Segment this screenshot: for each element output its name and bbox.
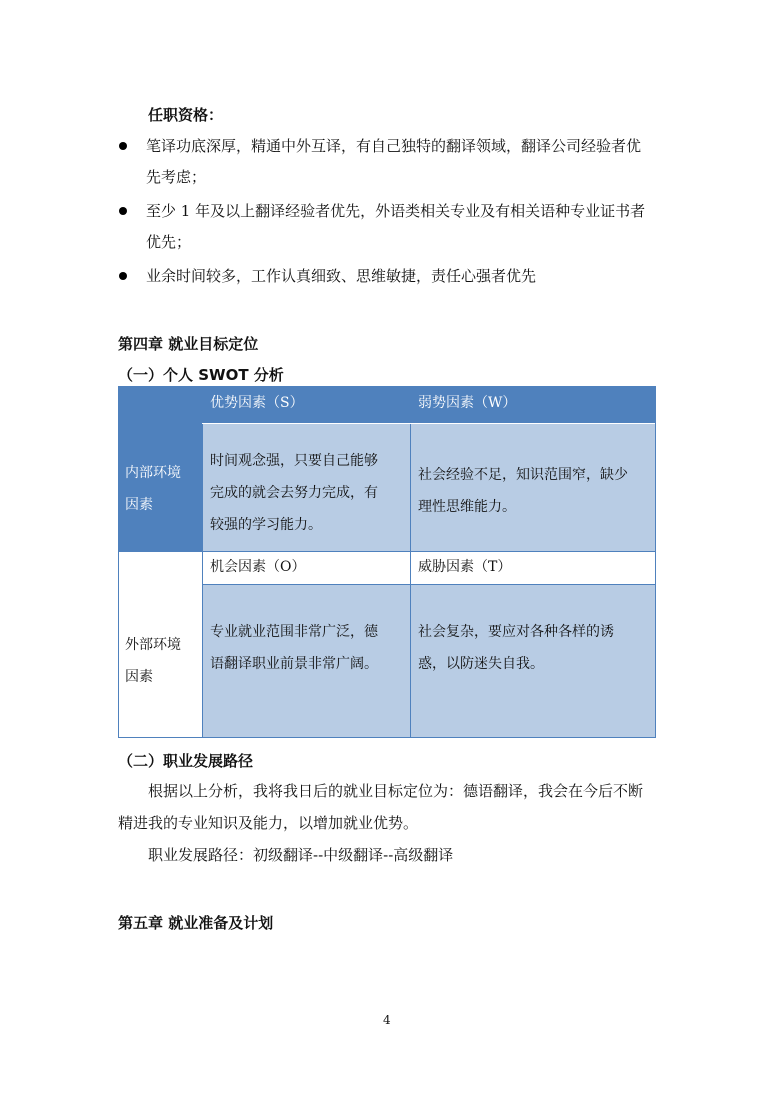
external-label-line2: 因素 — [125, 669, 153, 685]
swot-external-block — [119, 551, 202, 737]
weaknesses-line1: 社会经验不足，知识范围窄，缺少 — [418, 467, 628, 483]
swot-table — [118, 386, 656, 738]
section1-title: （一）个人 SWOT 分析 — [118, 366, 284, 384]
chapter4-title: 第四章 就业目标定位 — [118, 335, 259, 353]
table-divider — [410, 423, 411, 737]
opportunities-cell — [202, 584, 410, 737]
internal-label-line1: 内部环境 — [125, 465, 181, 481]
bullet-icon — [119, 207, 127, 215]
threats-line2: 惑，以防迷失自我。 — [418, 656, 544, 672]
strengths-line2: 完成的就会去努力完成，有 — [210, 485, 378, 501]
qualification-item-2-line2: 优先； — [146, 233, 192, 251]
table-divider — [202, 423, 203, 737]
table-divider — [202, 423, 655, 424]
weaknesses-cell — [410, 423, 655, 551]
strengths-line3: 较强的学习能力。 — [210, 517, 322, 533]
section2-title: （二）职业发展路径 — [118, 752, 254, 770]
threats-header: 威胁因素（T） — [410, 551, 655, 584]
weaknesses-header: 弱势因素（W） — [410, 387, 655, 423]
table-divider — [119, 551, 655, 552]
strengths-header: 优势因素（S） — [202, 387, 410, 423]
strengths-cell — [202, 423, 410, 551]
strengths-line1: 时间观念强，只要自己能够 — [210, 453, 378, 469]
bullet-icon — [119, 272, 127, 280]
table-divider — [202, 584, 655, 585]
para1-line1: 根据以上分析，我将我日后的就业目标定位为：德语翻译，我会在今后不断 — [148, 782, 644, 800]
opportunities-header: 机会因素（O） — [202, 551, 410, 584]
external-label-line1: 外部环境 — [125, 637, 181, 653]
chapter5-title: 第五章 就业准备及计划 — [118, 914, 274, 932]
qualification-item-1-line2: 先考虑； — [146, 168, 207, 186]
opportunities-line1: 专业就业范围非常广泛，德 — [210, 624, 378, 640]
para2: 职业发展路径：初级翻译--中级翻译--高级翻译 — [148, 846, 454, 864]
bullet-icon — [119, 142, 127, 150]
threats-line1: 社会复杂，要应对各种各样的诱 — [418, 624, 614, 640]
weaknesses-line2: 理性思维能力。 — [418, 499, 516, 515]
qualification-item-1-line1: 笔译功底深厚，精通中外互译，有自己独特的翻译领域，翻译公司经验者优 — [146, 137, 642, 155]
page-number: 4 — [383, 1013, 391, 1027]
swot-internal-block — [119, 387, 202, 551]
threats-cell — [410, 584, 655, 737]
qualification-item-3-line1: 业余时间较多，工作认真细致、思维敏捷，责任心强者优先 — [146, 267, 537, 285]
opportunities-line2: 语翻译职业前景非常广阔。 — [210, 656, 378, 672]
internal-label-line2: 因素 — [125, 497, 153, 513]
qualifications-title: 任职资格： — [148, 106, 224, 124]
para1-line2: 精进我的专业知识及能力，以增加就业优势。 — [118, 814, 419, 832]
qualification-item-2-line1: 至少 1 年及以上翻译经验者优先，外语类相关专业及有相关语种专业证书者 — [146, 202, 646, 220]
